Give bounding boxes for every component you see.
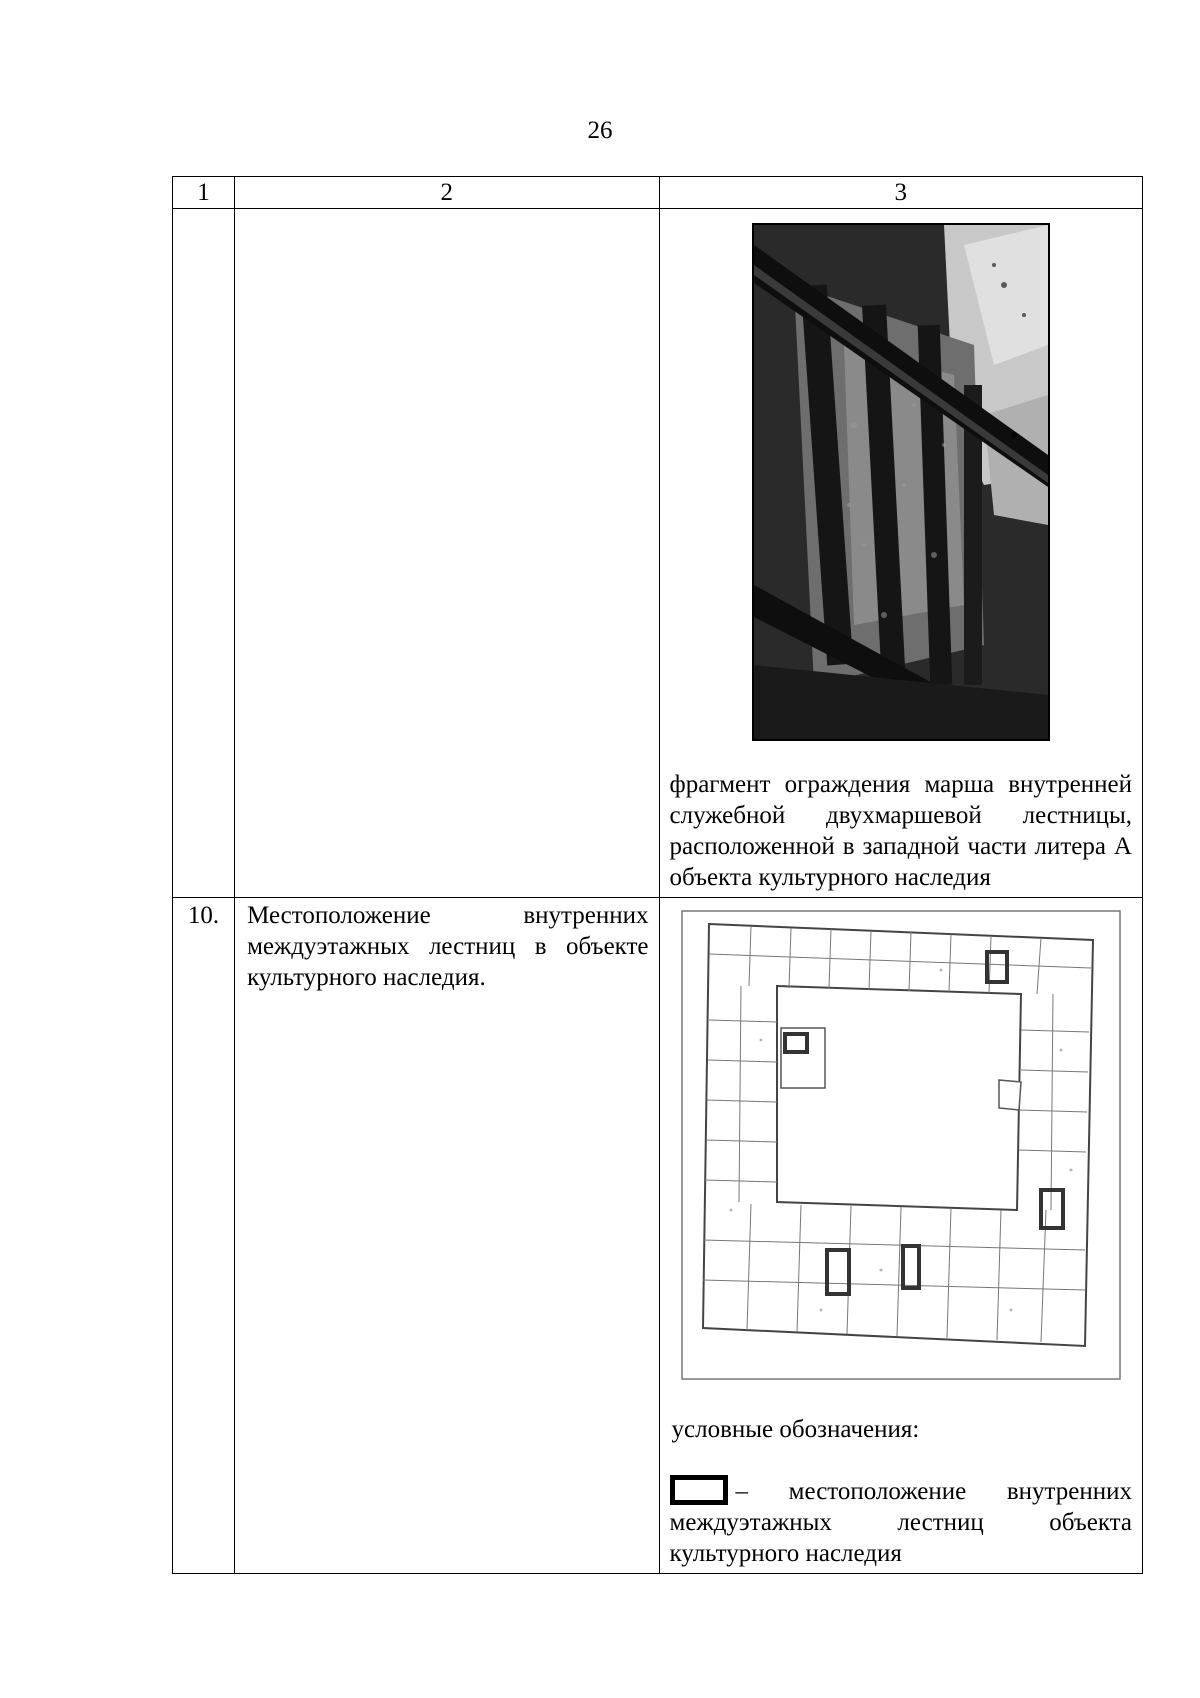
document-table	[172, 176, 1143, 1574]
legend-item	[670, 1475, 1133, 1569]
table-row	[173, 209, 1143, 898]
table-row	[173, 898, 1143, 1574]
row-illustration-cell	[659, 898, 1143, 1574]
row-illustration-cell	[659, 209, 1143, 898]
legend-title: условные обозначения:	[671, 1416, 920, 1443]
legend-box-icon	[670, 1475, 728, 1505]
header-col-2: 2	[235, 177, 659, 209]
photo-caption: фрагмент ограждения марша внутренней служебной двухмаршевой лестницы, расположенной в западной части литера А объекта культурного наследия	[669, 771, 1132, 891]
floor-plan-image	[681, 910, 1121, 1380]
header-col-3: 3	[659, 177, 1143, 209]
header-col-1: 1	[173, 177, 235, 209]
table-header-row	[173, 177, 1143, 209]
stair-railing-photo	[752, 223, 1050, 741]
row-number: 10.	[173, 898, 235, 1574]
page-number: 26	[587, 117, 613, 144]
row-description	[235, 209, 659, 898]
legend-text: – местоположение внутренних междуэтажных лестниц объекта культурного наследия	[669, 1478, 1132, 1567]
row-description: Местоположение внутренних междуэтажных лестниц в объекте культурного наследия.	[235, 898, 659, 1574]
row-number	[173, 209, 235, 898]
